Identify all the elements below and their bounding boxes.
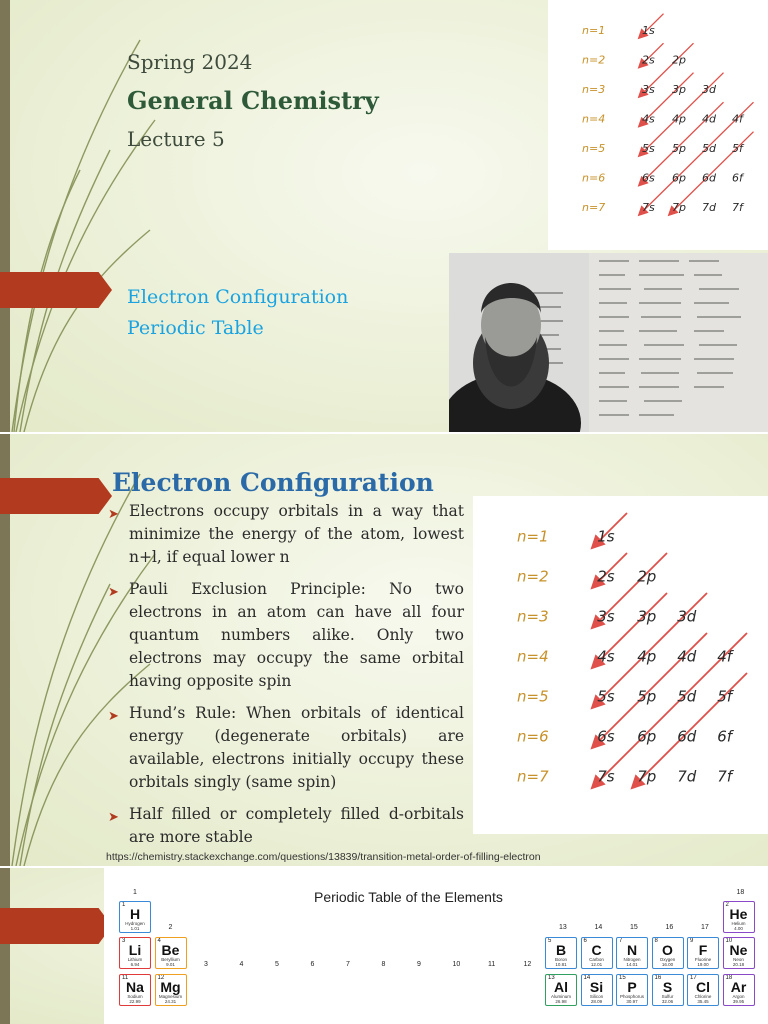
orbital-label: 7d [702,200,717,214]
orbital-label: 7f [717,767,733,786]
element-weight: 22.99 [129,999,141,1004]
element-symbol: Be [161,942,180,958]
element-cell [155,937,187,969]
group-number: 15 [630,924,638,931]
element-name: Oxygen [659,957,676,962]
orbital-filling-chart-small [548,0,768,250]
element-name: Carbon [589,957,604,962]
semester-label: Spring 2024 [127,50,253,74]
element-symbol: Ne [729,942,748,958]
element-cell [652,937,684,969]
group-number: 2 [168,924,173,931]
group-number: 10 [452,961,461,968]
orbital-label: 4d [677,647,697,666]
orbital-label: 6s [597,727,615,746]
element-name: Sulfur [661,994,674,999]
element-name: Magnesium [158,994,183,999]
bullet-list [108,500,464,858]
shell-label: n=1 [582,23,606,37]
scientist-portrait-icon [449,253,768,432]
orbital-label: 2s [597,567,615,586]
electron-configuration-slide [0,434,768,866]
orbital-label: 5s [642,141,655,155]
orbital-label: 3d [702,82,717,96]
orbital-label: 4p [672,112,687,126]
element-symbol: Na [126,979,144,995]
element-name: Argon [732,994,745,999]
element-number: 17 [690,975,697,981]
element-symbol: Si [589,979,604,995]
title-slide [0,0,768,432]
orbital-label: 4s [642,112,655,126]
orbital-label: 5d [677,687,697,706]
right-pointing-arrow-icon: ➤ [108,810,119,825]
element-cell [119,901,151,933]
orbital-label: 7s [642,200,655,214]
element-weight: 19.00 [697,962,709,967]
orbital-label: 7p [637,767,657,786]
group-number: 5 [275,961,279,968]
element-number: 12 [157,975,165,981]
element-symbol: H [129,906,141,922]
orbital-label: 6p [637,727,657,746]
group-number: 6 [310,961,315,968]
element-cell [652,974,684,1006]
element-symbol: C [591,942,602,958]
right-pointing-arrow-icon: ➤ [108,507,119,522]
group-number: 9 [417,961,421,968]
orbital-label: 6f [717,727,733,746]
orbital-label: 5d [702,141,717,155]
element-name: Boron [554,957,567,962]
shell-label: n=4 [517,647,549,666]
element-cell [723,901,755,933]
element-name: Fluorine [694,957,712,962]
element-weight: 1.01 [130,926,140,931]
periodic-table-panel [104,868,768,1024]
right-pointing-arrow-icon: ➤ [108,585,119,600]
orbital-label: 4f [717,647,733,666]
element-cell [119,974,151,1006]
element-number: 11 [122,975,129,981]
bullet-item: ➤ Pauli Exclusion Principle: No two electrons in an atom can have all four quantum numbers alike. Only two electrons may occupy the same orbital having opposite spin [108,580,464,690]
orbital-label: 7p [672,200,687,214]
element-symbol: Cl [696,979,710,995]
element-weight: 30.97 [626,999,638,1004]
lecture-number: Lecture 5 [127,127,225,151]
group-number: 1 [133,889,137,896]
red-arrow-marker [0,478,112,514]
element-symbol: F [698,942,708,958]
shell-label: n=3 [517,607,549,626]
group-number: 12 [523,961,532,968]
orbital-label: 3p [672,82,687,96]
element-name: Hydrogen [125,921,145,926]
red-arrow-marker [0,272,112,308]
orbital-label: 3s [642,82,655,96]
shell-label: n=2 [582,53,606,67]
periodic-table-slide [0,868,768,1024]
shell-label: n=3 [582,82,606,96]
element-cell [581,937,613,969]
element-weight: 26.98 [555,999,567,1004]
orbital-label: 4p [637,647,657,666]
element-number: 3 [122,938,126,944]
orbital-label: 5f [717,687,733,706]
element-weight: 16.00 [661,962,674,967]
element-number: 2 [725,902,729,908]
bullet-item: ➤ Hund’s Rule: When orbitals of identical energy (degenerate orbitals) are available, electrons initially occupy these orbitals singly (same spin) [108,704,464,791]
element-weight: 12.01 [590,962,603,967]
shell-label: n=5 [517,687,549,706]
element-weight: 4.00 [734,926,743,931]
element-weight: 32.06 [661,999,674,1004]
element-symbol: Li [128,942,142,958]
element-name: Neon [733,957,744,962]
orbital-label: 3p [637,607,657,626]
element-cell [616,937,648,969]
orbital-label: 2s [642,53,655,67]
orbital-diagram-small [548,0,768,250]
element-name: Chlorine [694,994,712,999]
element-symbol: He [729,906,748,922]
element-symbol: P [627,979,637,995]
element-symbol: S [662,979,673,995]
element-cell [119,937,151,969]
group-number: 7 [346,961,350,968]
orbital-label: 5s [597,687,615,706]
element-weight: 24.31 [164,999,177,1004]
orbital-label: 6d [677,727,697,746]
orbital-label: 4s [597,647,615,666]
element-number: 4 [157,938,161,944]
element-weight: 20.18 [732,962,745,967]
orbital-label: 1s [597,527,615,546]
element-name: Aluminum [550,994,571,999]
element-number: 14 [583,975,591,981]
orbital-label: 5f [732,141,743,155]
orbital-label: 6p [672,171,687,185]
element-weight: 28.09 [590,999,603,1004]
orbital-label: 3s [597,607,615,626]
course-title: General Chemistry [127,86,379,115]
shell-label: n=6 [582,171,606,185]
element-weight: 6.94 [130,962,140,967]
topic-item-2: Periodic Table [127,317,264,339]
slide-edge-bar [0,868,10,1024]
element-number: 15 [619,975,626,981]
orbital-label: 3d [677,607,697,626]
orbital-label: 2p [672,53,687,67]
element-number: 1 [122,902,126,908]
element-symbol: B [555,942,567,958]
element-cell [616,974,648,1006]
shell-label: n=4 [582,112,606,126]
periodic-table-title: Periodic Table of the Elements [314,889,503,905]
element-weight: 9.01 [166,962,175,967]
element-name: Lithium [127,957,143,962]
orbital-label: 7f [732,200,743,214]
element-cell [581,974,613,1006]
element-number: 7 [619,938,623,944]
orbital-diagram-large [473,496,768,834]
bullet-item: ➤ Half filled or completely filled d-orbitals are more stable [108,805,464,846]
right-pointing-arrow-icon: ➤ [108,709,119,724]
element-weight: 39.95 [732,999,745,1004]
element-cell [545,937,577,969]
group-number: 16 [665,924,674,931]
source-link[interactable]: https://chemistry.stackexchange.com/questions/13839/transition-metal-order-of-filling-electron [106,851,541,863]
element-cell [545,974,577,1006]
topic-item-1: Electron Configuration [127,286,349,308]
orbital-label: 6d [702,171,717,185]
red-arrow-marker [0,908,112,944]
element-name: Beryllium [161,957,180,962]
group-number: 3 [204,961,208,968]
element-symbol: N [626,942,638,958]
element-name: Nitrogen [623,957,641,962]
orbital-label: 7s [597,767,615,786]
portrait-image [449,253,768,432]
orbital-label: 7d [677,767,697,786]
element-cell [723,974,755,1006]
shell-label: n=2 [517,567,549,586]
element-name: Phosphorus [619,994,645,999]
orbital-label: 2p [637,567,657,586]
shell-label: n=5 [582,141,606,155]
orbital-label: 4f [732,112,743,126]
element-cell [687,974,719,1006]
element-number: 16 [654,975,662,981]
orbital-label: 6f [732,171,743,185]
element-number: 18 [725,975,733,981]
element-number: 6 [583,938,587,944]
element-number: 9 [690,938,694,944]
bullet-item: ➤ Electrons occupy orbitals in a way that minimize the energy of the atom, lowest n+l, if equal lower n [108,502,464,566]
element-weight: 14.01 [626,962,638,967]
element-number: 5 [548,938,552,944]
element-cell [723,937,755,969]
shell-label: n=6 [517,727,549,746]
group-number: 11 [488,961,496,968]
element-symbol: Al [554,979,568,995]
orbital-label: 4d [702,112,717,126]
group-number: 14 [594,924,603,931]
shell-label: n=1 [517,527,549,546]
shell-label: n=7 [582,200,606,214]
slide-title: Electron Configuration [112,468,434,497]
element-weight: 10.81 [555,962,567,967]
element-name: Silicon [589,994,604,999]
group-number: 8 [381,961,386,968]
element-name: Sodium [127,994,143,999]
element-symbol: O [662,942,673,958]
group-number: 18 [736,889,745,896]
shell-label: n=7 [517,767,549,786]
element-number: 13 [548,975,555,981]
orbital-label: 1s [642,23,655,37]
element-cell [155,974,187,1006]
element-cell [687,937,719,969]
element-weight: 35.45 [697,999,709,1004]
orbital-label: 6s [642,171,655,185]
group-number: 17 [701,924,709,931]
element-number: 8 [654,938,658,944]
element-symbol: Mg [160,979,181,995]
element-number: 10 [725,938,733,944]
orbital-filling-chart-large [473,496,768,834]
group-number: 4 [239,961,244,968]
orbital-label: 5p [672,141,687,155]
element-symbol: Ar [730,979,747,995]
orbital-label: 5p [637,687,657,706]
element-name: Helium [731,921,746,926]
group-number: 13 [559,924,567,931]
